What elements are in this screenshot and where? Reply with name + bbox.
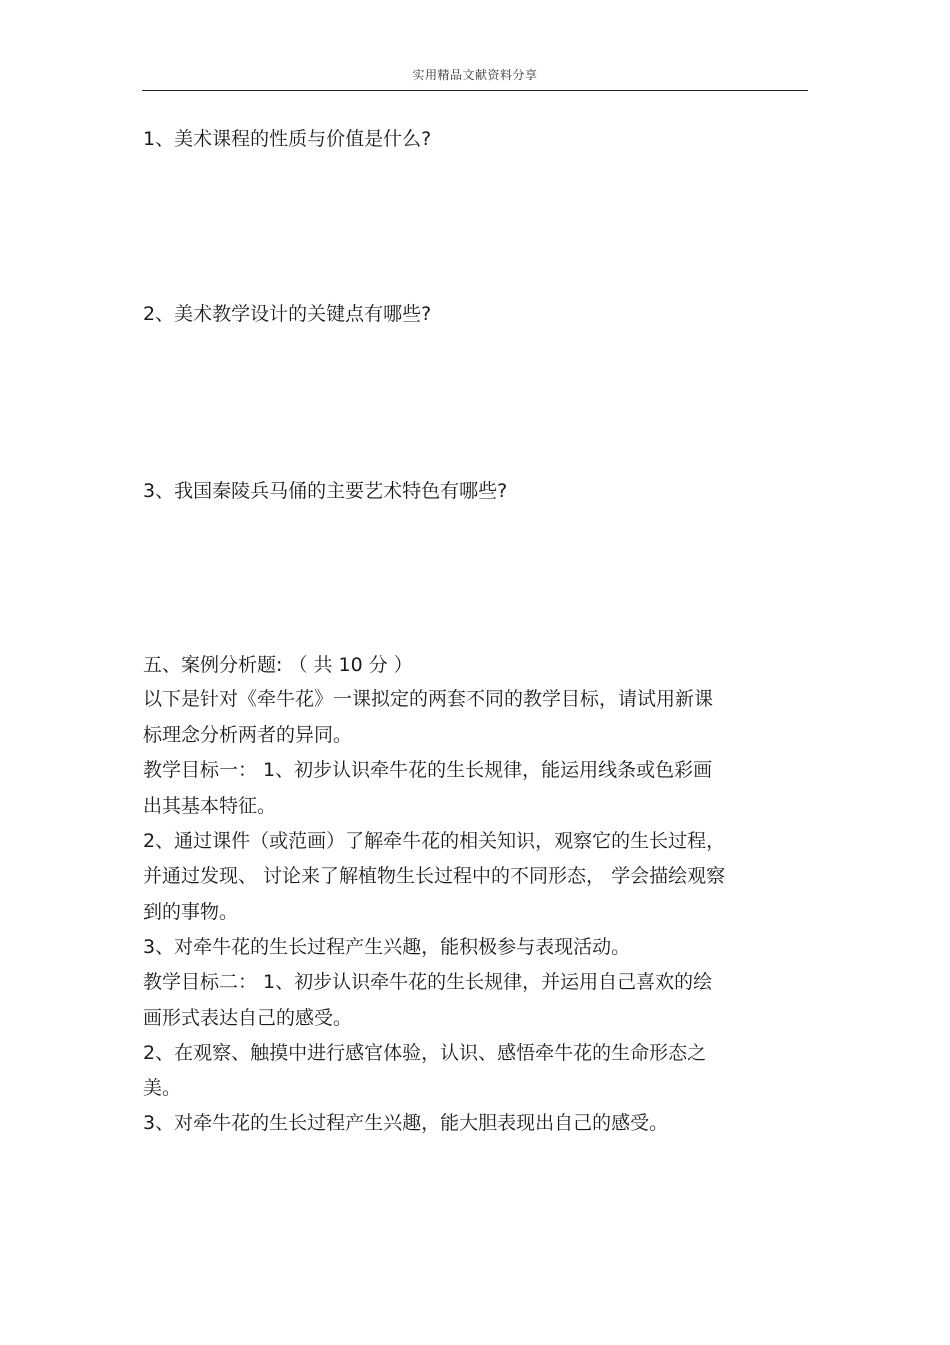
- case-line: 2、通过课件（或范画）了解牵牛花的相关知识，观察它的生长过程，: [143, 830, 726, 852]
- case-line: 3、对牵牛花的生长过程产生兴趣，能积极参与表现活动。: [143, 936, 631, 958]
- case-line: 到的事物。: [143, 901, 239, 923]
- question-2: 2、美术教学设计的关键点有哪些?: [143, 303, 432, 325]
- case-section-title: 五、案例分析题: （ 共 10 分 ）: [143, 654, 413, 676]
- case-line: 画形式表达自己的感受。: [143, 1007, 353, 1029]
- case-line: 以下是针对《牵牛花》一课拟定的两套不同的教学目标，请试用新课: [143, 688, 714, 710]
- case-line: 并通过发现、 讨论来了解植物生长过程中的不同形态， 学会描绘观察: [143, 865, 726, 887]
- page-header: 实用精品文献资料分享: [412, 68, 538, 82]
- case-line: 美。: [143, 1077, 182, 1099]
- case-line: 3、对牵牛花的生长过程产生兴趣，能大胆表现出自己的感受。: [143, 1112, 669, 1134]
- case-line: 出其基本特征。: [143, 795, 277, 817]
- case-line: 标理念分析两者的异同。: [143, 724, 353, 746]
- header-divider: [142, 90, 808, 91]
- case-line: 教学目标一： 1、初步认识牵牛花的生长规律，能运用线条或色彩画: [143, 759, 713, 781]
- case-line: 2、在观察、触摸中进行感官体验，认识、感悟牵牛花的生命形态之: [143, 1042, 707, 1064]
- question-1: 1、美术课程的性质与价值是什么?: [143, 128, 432, 150]
- question-3: 3、我国秦陵兵马俑的主要艺术特色有哪些?: [143, 480, 508, 502]
- case-line: 教学目标二： 1、初步认识牵牛花的生长规律，并运用自己喜欢的绘: [143, 971, 713, 993]
